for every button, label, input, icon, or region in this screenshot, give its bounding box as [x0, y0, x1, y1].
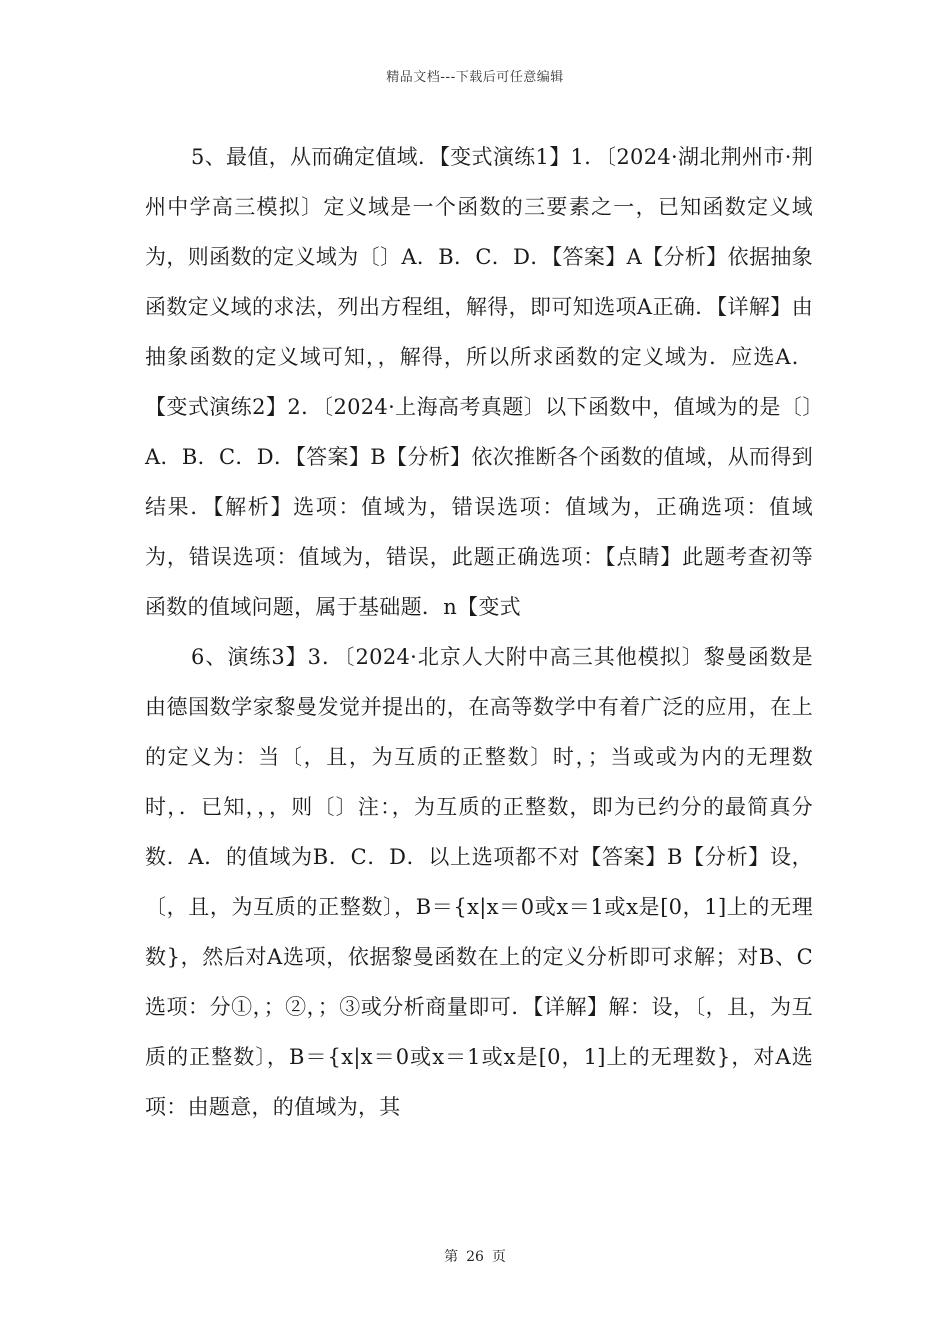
paragraph-6: 6、演练3】3．〔2024·北京人大附中高三其他模拟〕黎曼函数是由德国数学家黎曼发觉并提出的，在高等数学中有着广泛的应用，在上的定义为：当〔，且，为互质的正整数〕时，；当或或为内的无理数时，．已知，，，则〔〕注：，为互质的正整数，即为已约分的最简真分数．A．的值域为B．C．D．以上选项都不对【答案】B【分析】设，〔，且，为互质的正整数〕，B＝{x|x＝0或x＝1或x是[0，1]上的无理数}，然后对A选项，依据黎曼函数在上的定义分析即可求解；对B、C选项：分①，；②，；③或分析商量即可．【详解】解：设，〔，且，为互质的正整数〕，B＝{x|x＝0或x＝1或x是[0，1]上的无理数}，对A选项：由题意，的值域为，其 — [145, 645, 813, 1119]
footer-prefix: 第 — [444, 1249, 459, 1265]
document-body — [145, 132, 813, 1132]
page-number: 26 — [466, 1249, 484, 1265]
page-footer — [0, 1246, 950, 1266]
page-header: 精品文档---下载后可任意编辑 — [386, 70, 564, 85]
paragraph-5: 5、最值，从而确定值域．【变式演练1】1．〔2024·湖北荆州市·荆州中学高三模拟〕定义域是一个函数的三要素之一，已知函数定义域为，则函数的定义域为〔〕A．B．C．D．【答案】A【分析】依据抽象函数定义域的求法，列出方程组，解得，即可知选项A正确．【详解】由抽象函数的定义域可知，，解得，所以所求函数的定义域为．应选A．【变式演练2】2．〔2024·上海高考真题〕以下函数中，值域为的是〔〕A．B．C．D．【答案】B【分析】依次推断各个函数的值域，从而得到结果．【解析】选项：值域为，错误选项：值域为，正确选项：值域为，错误选项：值域为，错误，此题正确选项：【点睛】此题考查初等函数的值域问题，属于基础题．n【变式 — [145, 145, 813, 619]
footer-suffix: 页 — [491, 1249, 506, 1265]
